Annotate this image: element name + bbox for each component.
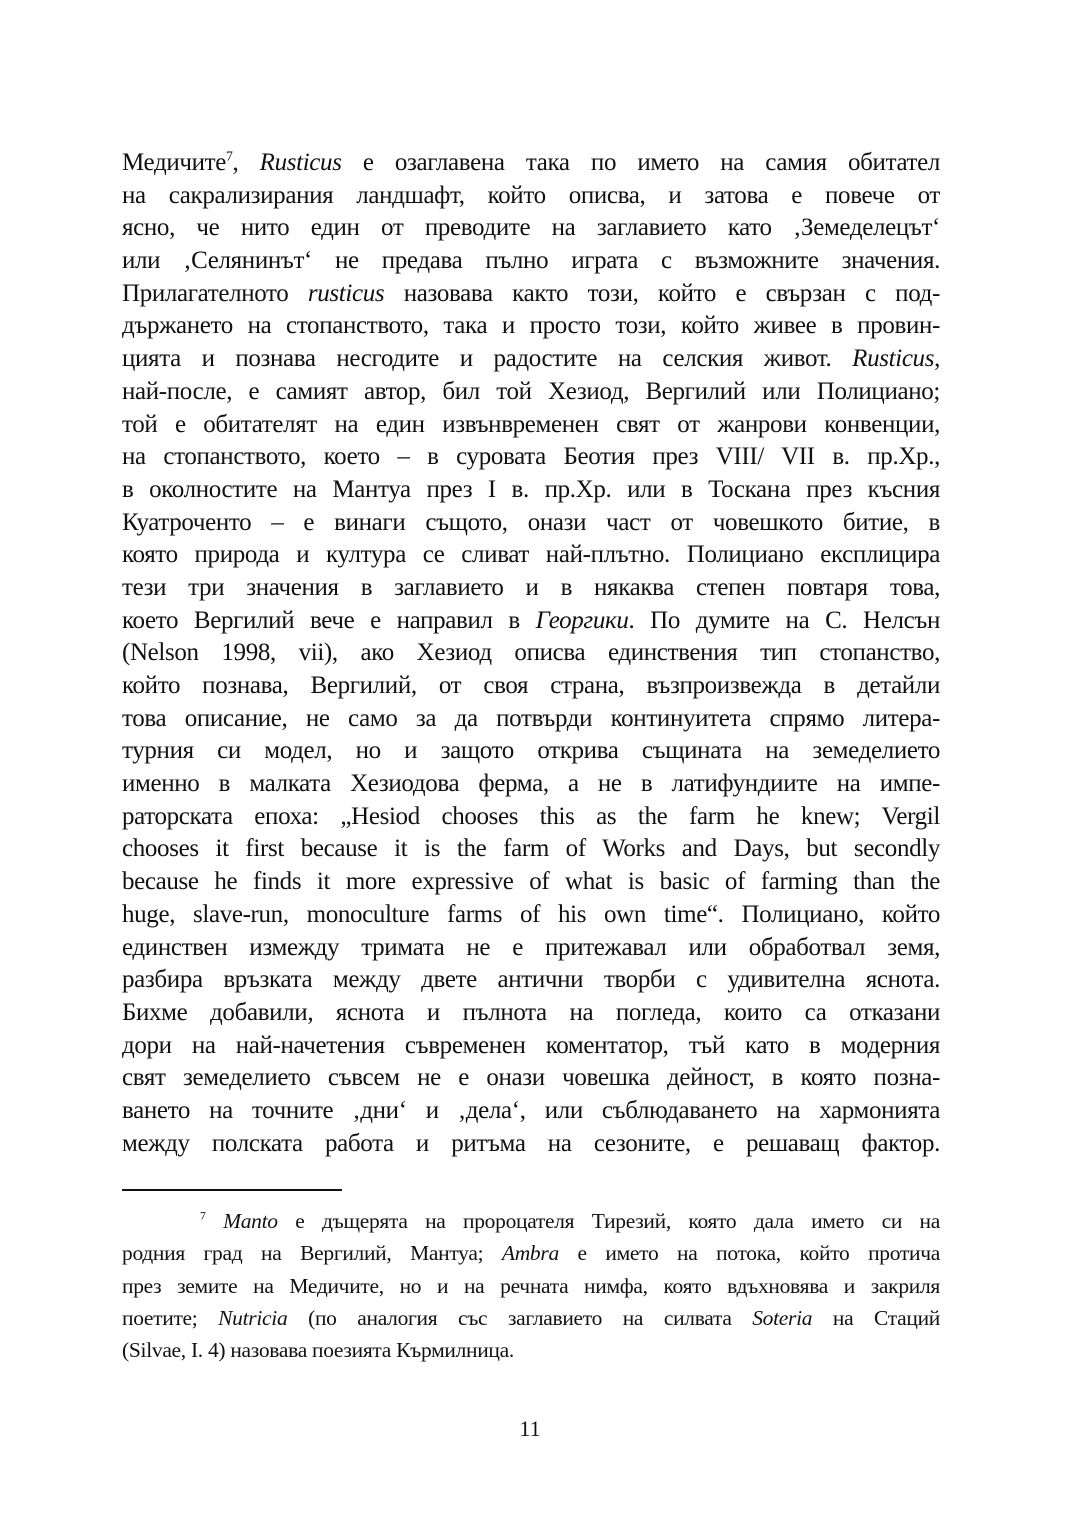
body-line [122,212,940,245]
body-line [122,572,940,605]
text-segment: Бихме добавили, яснота и пълнота на погледа, които са отказани [122,998,940,1026]
footnote-line [122,1302,940,1334]
text-segment: , [232,149,260,176]
body-line [122,932,940,965]
italic-text: Nutricia [218,1305,288,1330]
body-line [122,245,940,278]
text-segment: . По думите на С. Нелсън [628,606,940,634]
body-line [122,474,940,507]
text-segment: тези три значения в заглавието и в някаква степен повтаря това, [122,573,940,601]
footnote-line [122,1270,940,1302]
text-segment: родния град на Вергилий, Мантуа; [122,1241,502,1266]
text-segment: през земите на Медичите, но и на речната нимфа, която вдъхновява и закриля [122,1273,940,1298]
body-line [122,310,940,343]
text-segment: е дъщерята на пророцателя Тирезий, която дала името си на [277,1209,940,1233]
body-line [122,703,940,736]
text-segment: е името на потока, който протича [558,1241,940,1266]
text-segment: Куатроченто – е винаги същото, онази част от човешкото битие, в [122,508,940,536]
body-line [122,637,940,670]
body-line [122,899,940,932]
body-line [122,343,940,376]
text-segment [206,1209,224,1233]
text-segment: chooses it first because it is the farm of Works and Days, but secondly [122,835,940,863]
italic-text: Soteria [752,1305,813,1330]
italic-text: Георгики [535,606,629,634]
text-segment: която природа и култура се сливат най-плътно. Полициано експлицира [122,541,940,569]
body-line [122,409,940,442]
text-segment: което Вергилий вече е направил в [122,606,536,634]
body-line [122,801,940,834]
body-line [122,539,940,572]
body-line [122,833,940,866]
text-segment: , [934,345,940,373]
text-segment: на сакрализирания ландшафт, който описва, и затова е повече от [122,181,940,209]
body-line [122,1128,940,1161]
text-segment: поетите; [122,1305,219,1330]
italic-text: Manto [223,1209,278,1233]
text-segment: Медичите [122,149,226,176]
body-line [122,735,940,768]
page-number: 11 [519,1416,541,1441]
text-segment: най-после, е самият автор, бил той Хезиод, Вергилий или Полициано; [122,377,940,405]
footnotes [122,1205,940,1366]
text-segment: на стопанството, което – в суровата Беотия през VIII/ VII в. пр.Хр., [122,443,940,471]
body-line [122,1062,940,1095]
text-segment: е озаглавена така по името на самия обитател [341,149,940,176]
footnote-marker: 7 [200,1208,206,1223]
body-line [122,180,940,213]
text-segment: (Silvae, I. 4) назовава поезията Кърмилница. [122,1338,514,1363]
text-segment: между полската работа и ритъма на сезоните, е решаващ фактор. [122,1129,940,1157]
body-line [122,768,940,801]
text-segment: because he finds it more expressive of what is basic of farming than the [122,868,940,896]
text-segment: разбира връзката между двете антични творби с удивителна яснота. [122,966,940,994]
text-segment: huge, slave-run, monoculture farms of his own time“. Полициано, който [122,900,940,928]
body-line [122,670,940,703]
text-segment: на Стаций [812,1305,940,1330]
text-segment: свят земеделието съвсем не е онази човешка дейност, в която позна- [122,1064,940,1092]
body-line [122,997,940,1030]
italic-text: Ambra [501,1241,559,1266]
text-segment: или ‚Селянинът‘ не предава пълно играта с възможните значения. [122,247,940,275]
body-line [122,507,940,540]
text-segment: ясно, че нито един от преводите на заглавието като ‚Земеделецът‘ [122,214,940,242]
footnote-marker: 7 [225,148,233,164]
footnote-line [122,1334,940,1366]
body-line [122,376,940,409]
body-line [122,605,940,638]
italic-text: Rusticus [852,345,935,373]
text-segment: (по аналогия със заглавието на силвата [287,1305,753,1330]
body-line [122,964,940,997]
italic-text: rusticus [307,279,385,307]
text-segment: това описание, не само за да потвърди континуитета спрямо литера- [122,704,940,732]
text-segment: (Nelson 1998, vii), ако Хезиод описва единствения тип стопанство, [122,639,940,667]
footnote-line [122,1205,940,1237]
text-segment: цията и познава несгодите и радостите на селския живот. [122,345,853,373]
text-segment: единствен измежду тримата не е притежавал или обработвал земя, [122,933,940,961]
text-segment: Прилагателното [122,279,308,307]
body-line [122,441,940,474]
text-segment: назовава както този, който е свързан с под- [384,279,940,307]
text-segment: именно в малката Хезиодова ферма, а не в латифундиите на импе- [122,770,940,798]
body-line [122,1030,940,1063]
text-segment: държането на стопанството, така и просто този, който живее в провин- [122,312,940,340]
text-segment: дори на най-начетения съвременен коментатор, тъй като в модерния [122,1031,940,1059]
italic-text: Rusticus [259,149,342,176]
body-line [122,278,940,311]
footnote-separator [122,1189,342,1191]
text-segment: турния си модел, но и защото открива същината на земеделието [122,737,940,765]
body-line [122,147,940,180]
footnote-line [122,1237,940,1269]
body-line [122,866,940,899]
text-segment: раторската епоха: „Hesiod chooses this as the farm he knew; Vergil [122,802,940,830]
text-segment: който познава, Вергилий, от своя страна, възпроизвежда в детайли [122,672,940,699]
body-line [122,1095,940,1128]
text-segment: ването на точните ‚дни‘ и ‚дела‘, или съблюдаването на хармонията [122,1096,940,1124]
body-text [122,147,940,1160]
text-segment: той е обитателят на един извънвременен свят от жанрови конвенции, [122,410,940,438]
text-segment: в околностите на Мантуа през I в. пр.Хр. или в Тоскана през късния [122,475,940,503]
